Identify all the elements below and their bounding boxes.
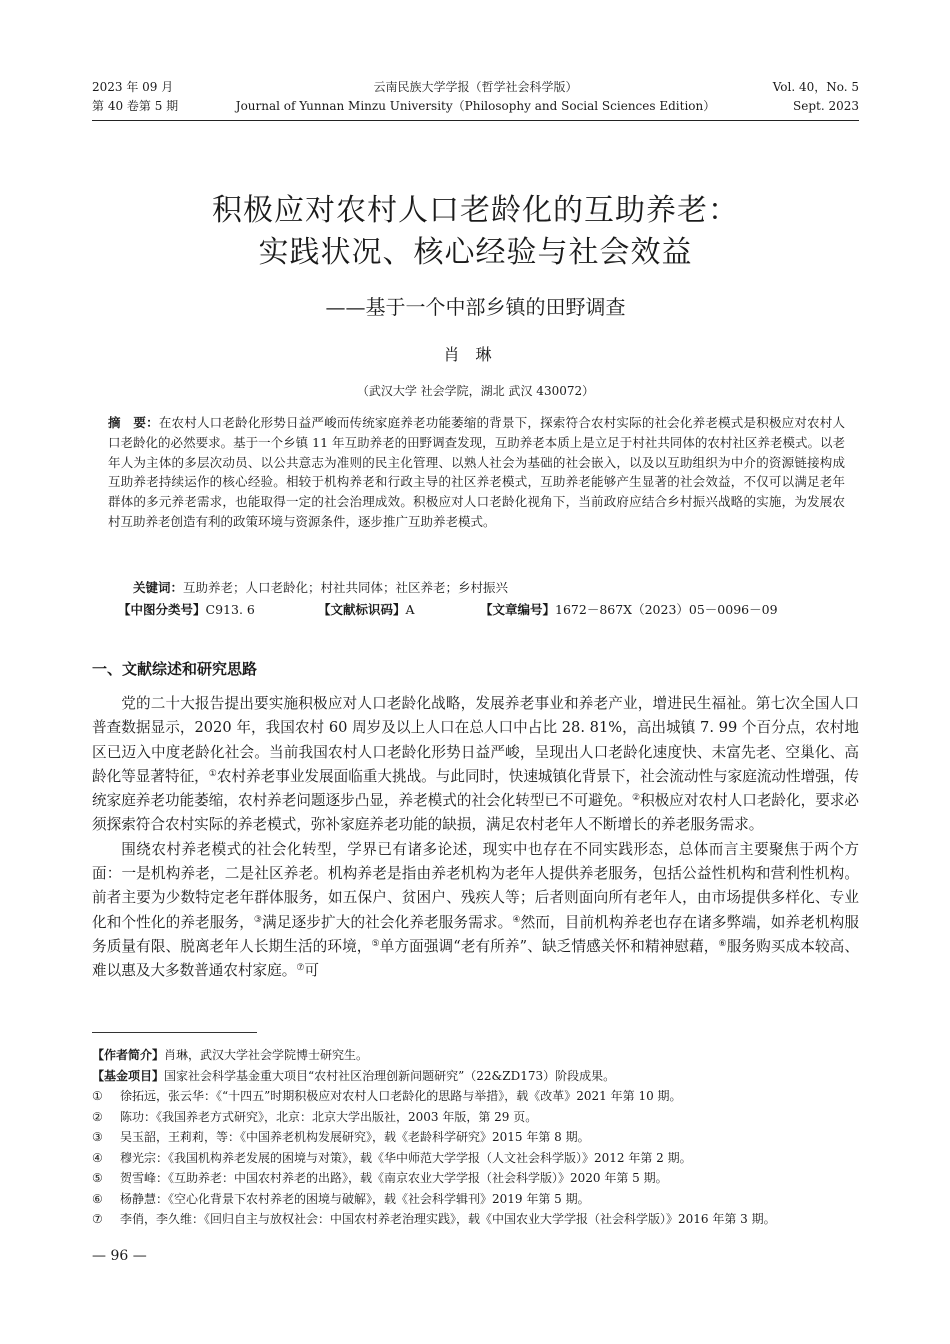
fund-text: 国家社会科学基金重大项目“农村社区治理创新问题研究”（22&ZD173）阶段成果。 bbox=[164, 1068, 616, 1083]
article-number-value: 1672－867X（2023）05－0096－09 bbox=[555, 602, 778, 617]
footnote-text: 贺雪峰：《互助养老：中国农村养老的出路》，载《南京农业大学学报（社会科学版）》2020 年第 5 期。 bbox=[120, 1171, 668, 1185]
paragraph-1 bbox=[92, 692, 859, 838]
footnote-number: ④ bbox=[92, 1150, 103, 1165]
paragraph-2 bbox=[92, 838, 859, 984]
author-intro bbox=[92, 1045, 859, 1066]
paragraph-2-text: 服务购买成本较高、难以惠及大多数普通农村家庭。 bbox=[92, 937, 859, 980]
paragraph-2-text: 单方面强调“老有所养”、缺乏情感关怀和精神慰藉， bbox=[379, 937, 719, 955]
footnote-number: ⑤ bbox=[92, 1171, 103, 1185]
footnote-text: 徐拓远，张云华：《“十四五”时期积极应对农村人口老龄化的思路与举措》，载《改革》2021 年第 10 期。 bbox=[120, 1089, 682, 1103]
running-header bbox=[92, 78, 859, 122]
article-subtitle: ——基于一个中部乡镇的田野调查 bbox=[325, 295, 626, 319]
paragraph-2-text: 可 bbox=[304, 962, 320, 980]
footnote-item bbox=[92, 1209, 859, 1230]
author-intro-label: 【作者简介】 bbox=[92, 1048, 165, 1062]
title-line-2: 实践状况、核心经验与社会效益 bbox=[258, 235, 693, 270]
footnote-ref-6[interactable]: ⑥ bbox=[718, 938, 727, 949]
paragraph-2-text: 满足逐步扩大的社会化养老服务需求。 bbox=[262, 913, 513, 931]
keywords-label: 关键词： bbox=[133, 580, 184, 595]
footnote-ref-4[interactable]: ④ bbox=[512, 914, 521, 925]
header-journal-en: Journal of Yunnan Minzu University（Philosophy and Social Sciences Edition） bbox=[235, 99, 716, 113]
footnote-number: ⑥ bbox=[92, 1191, 103, 1206]
article-number-label: 【文章编号】 bbox=[480, 602, 556, 617]
footnote-ref-1[interactable]: ① bbox=[208, 768, 217, 779]
header-issue: 第 40 卷第 5 期 bbox=[92, 99, 179, 113]
clc-label: 【中图分类号】 bbox=[118, 602, 206, 617]
footnote-item bbox=[92, 1107, 859, 1128]
title-line-1: 积极应对农村人口老龄化的互助养老： bbox=[212, 193, 739, 228]
footnote-text: 杨静慧：《空心化背景下农村养老的困境与破解》，载《社会科学辑刊》2019 年第 5 期。 bbox=[120, 1191, 590, 1206]
header-rule bbox=[92, 120, 859, 121]
fund-label: 【基金项目】 bbox=[92, 1068, 165, 1083]
paragraph-2-text: 围绕农村养老模式的社会化转型，学界已有诸多论述，现实中也存在不同实践形态，总体而言主要聚焦于两个方面：一是机构养老，二是社区养老。机构养老是指由养老机构为老年人提供养老服务，包括公益性机构和营利性机构。前者主要为少数特定老年群体服务，如五保户、贫困户、残疾人等；后者则面向所有老年人，由市场提供多样化、专业化和个性化的养老服务， bbox=[92, 840, 859, 931]
page-number: — 96 — bbox=[92, 1248, 147, 1264]
classification-line bbox=[118, 600, 845, 620]
footnote-number: ⑦ bbox=[92, 1212, 103, 1226]
footnote-text: 陈功：《我国养老方式研究》，北京：北京大学出版社，2003 年版，第 29 页。 bbox=[120, 1109, 538, 1124]
header-right bbox=[773, 78, 859, 116]
header-journal-cn: 云南民族大学学报（哲学社会科学版） bbox=[373, 80, 578, 94]
footnote-item bbox=[92, 1168, 859, 1189]
footnotes bbox=[92, 1045, 859, 1230]
doc-label: 【文献标识码】 bbox=[318, 602, 406, 617]
header-center bbox=[92, 78, 859, 116]
footnote-ref-3[interactable]: ③ bbox=[253, 914, 263, 925]
footnote-item bbox=[92, 1189, 859, 1210]
abstract-label: 摘 要： bbox=[108, 415, 159, 430]
keywords bbox=[133, 578, 845, 598]
footnote-text: 穆光宗：《我国机构养老发展的困境与对策》，载《华中师范大学学报（人文社会科学版）》2012 年第 2 期。 bbox=[120, 1150, 692, 1165]
header-month-en: Sept. 2023 bbox=[793, 99, 859, 113]
keywords-text: 互助养老；人口老龄化；村社共同体；社区养老；乡村振兴 bbox=[183, 580, 509, 595]
paragraph-1-text: 党的二十大报告提出要实施积极应对人口老龄化战略，发展养老事业和养老产业，增进民生福祉。第七次全国人口普查数据显示，2020 年，我国农村 60 周岁及以上人口在总人口中占比 28. 81%，高出城镇 7. 99 个百分点，农村地区已迈入中度老龄化社会。当前我国农村人口老龄化形势日益严峻，呈现出人口老龄化速度快、未富先老、空巢化、高龄化等显著特征， bbox=[92, 695, 859, 785]
paragraph-1-text: 农村养老事业发展面临重大挑战。与此同时，快速城镇化背景下，社会流动性与家庭流动性增强，传统家庭养老功能萎缩，农村养老问题逐步凸显，养老模式的社会化转型已不可避免。 bbox=[92, 767, 859, 810]
body-text bbox=[92, 692, 859, 984]
footnote-ref-5[interactable]: ⑤ bbox=[371, 938, 380, 949]
paragraph-1-text: 积极应对农村人口老龄化，要求必须探索符合农村实际的养老模式，弥补家庭养老功能的缺损，满足农村老年人不断增长的养老服务需求。 bbox=[92, 792, 859, 834]
footnote-number: ③ bbox=[92, 1130, 103, 1144]
header-volume: Vol. 40，No. 5 bbox=[772, 80, 859, 94]
abstract-text: 在农村人口老龄化形势日益严峻而传统家庭养老功能萎缩的背景下，探索符合农村实际的社会化养老模式是积极应对农村人口老龄化的必然要求。基于一个乡镇 11 年互助养老的田野调查发现，互助养老本质上是立足于村社共同体的农村社区养老模式。以老年人为主体的多层次动员、以公共意志为准则的民主化管理、以熟人社会为基础的社会嵌入，以及以互助组织为中介的资源链接构成互助养老持续运作的核心经验。相较于机构养老和行政主导的社区养老模式，互助养老能够产生显著的社会效益，不仅可以满足老年群体的多元养老需求，也能取得一定的社会治理成效。积极应对人口老龄化视角下，当前政府应结合乡村振兴战略的实施，为发展农村互助养老创造有利的政策环境与资源条件，逐步推广互助养老模式。 bbox=[108, 415, 845, 529]
abstract bbox=[108, 413, 845, 532]
footnote-item bbox=[92, 1148, 859, 1169]
footnote-text: 吴玉韶，王莉莉，等：《中国养老机构发展研究》，载《老龄科学研究》2015 年第 8 期。 bbox=[120, 1130, 590, 1144]
footnote-ref-7[interactable]: ⑦ bbox=[296, 963, 305, 974]
footnote-number: ① bbox=[92, 1089, 103, 1103]
footnote-rule bbox=[92, 1032, 257, 1033]
fund-info bbox=[92, 1066, 859, 1087]
header-date: 2023 年 09 月 bbox=[92, 80, 174, 94]
doc-value: A bbox=[405, 602, 415, 617]
author-name: 肖琳 bbox=[443, 345, 508, 364]
footnote-text: 李俏，李久维：《回归自主与放权社会：中国农村养老治理实践》，载《中国农业大学学报（社会科学版）》2016 年第 3 期。 bbox=[120, 1212, 776, 1226]
footnote-number: ② bbox=[92, 1109, 103, 1124]
author-intro-text: 肖琳，武汉大学社会学院博士研究生。 bbox=[164, 1048, 369, 1062]
article-title bbox=[92, 190, 859, 274]
footnote-ref-2[interactable]: ② bbox=[631, 793, 641, 804]
clc-value: C913. 6 bbox=[205, 602, 255, 617]
footnote-item bbox=[92, 1127, 859, 1148]
footnote-item bbox=[92, 1086, 859, 1107]
section-heading: 一、文献综述和研究思路 bbox=[92, 660, 258, 678]
author-affiliation: （武汉大学 社会学院，湖北 武汉 430072） bbox=[356, 384, 595, 398]
paragraph-2-text: 然而，目前机构养老也存在诸多弊端，如养老机构服务质量有限、脱离老年人长期生活的环境， bbox=[92, 913, 859, 955]
